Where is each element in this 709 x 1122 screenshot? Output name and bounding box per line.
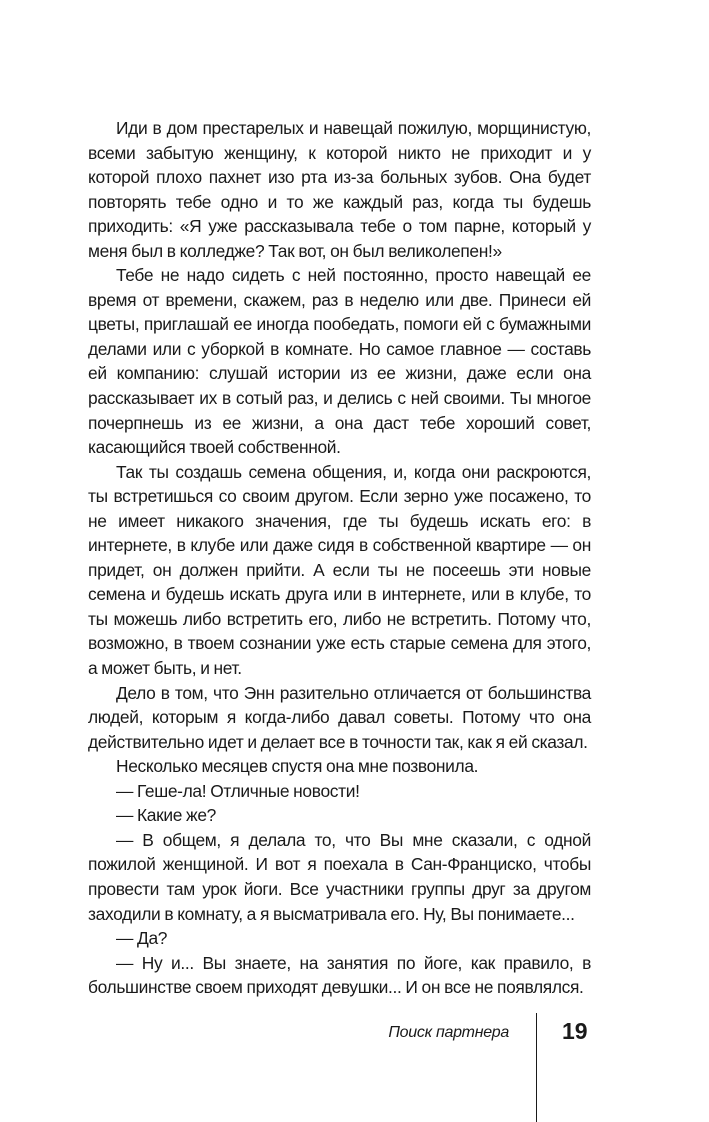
page-number: 19 xyxy=(562,1018,588,1044)
dialogue-line: — Ну и... Вы знаете, на занятия по йоге, как правило, в большинстве своем приходят девушки... И он все не появлялся. xyxy=(88,952,591,998)
dialogue-line: — Геше-ла! Отличные новости! xyxy=(116,780,360,801)
paragraph: Иди в дом престарелых и навещай пожилую, морщинистую, всеми забытую женщину, к которой никто не приходит и у которой плохо пахнет изо рта из-за больных зубов. Она будет повторять тебе одно и то же каждый раз, когда ты будешь приходить: «Я уже рассказывала тебе о том парне, который у меня был в колледже? Так вот, он был великолепен!» xyxy=(88,118,591,261)
paragraph: Дело в том, что Энн разительно отличается от большинства людей, которым я когда-либо давал советы. Потому что она действительно идет и делает все в точности так, как я ей сказал. xyxy=(88,682,591,752)
paragraph: Тебе не надо сидеть с ней постоянно, просто навещай ее время от времени, скажем, раз в неделю или две. Принеси ей цветы, приглашай ее иногда пообедать, помоги ей с бумажными делами или с уборкой в комнате. Но самое главное — составь ей компанию: слушай истории из ее жизни, даже если она рассказывает их в сотый раз, и делись с ней своими. Ты многое почерпнешь из ее жизни, а она даст тебе хороший совет, касающийся твоей собственной. xyxy=(88,265,591,458)
paragraph: Несколько месяцев спустя она мне позвонила. xyxy=(116,756,479,777)
dialogue-line: — Да? xyxy=(116,928,168,949)
footer-divider xyxy=(536,1013,537,1122)
dialogue-line: — В общем, я делала то, что Вы мне сказали, с одной пожилой женщиной. И вот я поехала в Сан-Франциско, чтобы провести там урок йоги. Все участники группы друг за другом заходили в комнату, а я высматривала его. Ну, Вы понимаете... xyxy=(88,829,591,924)
dialogue-line: — Какие же? xyxy=(116,805,216,826)
body-text xyxy=(88,116,591,1000)
running-title: Поиск партнера xyxy=(388,1024,509,1041)
paragraph: Так ты создашь семена общения, и, когда они раскроются, ты встретишься со своим другом. Если зерно уже посажено, то не имеет никакого значения, где ты будешь искать его: в интернете, в клубе или даже сидя в собственной квартире — он придет, он должен прийти. А если ты не посеешь эти новые семена и будешь искать друга или в интернете, или в клубе, то ты можешь либо встретить его, либо не встретить. Потому что, возможно, в твоем сознании уже есть старые семена для этого, а может быть, и нет. xyxy=(88,461,591,679)
